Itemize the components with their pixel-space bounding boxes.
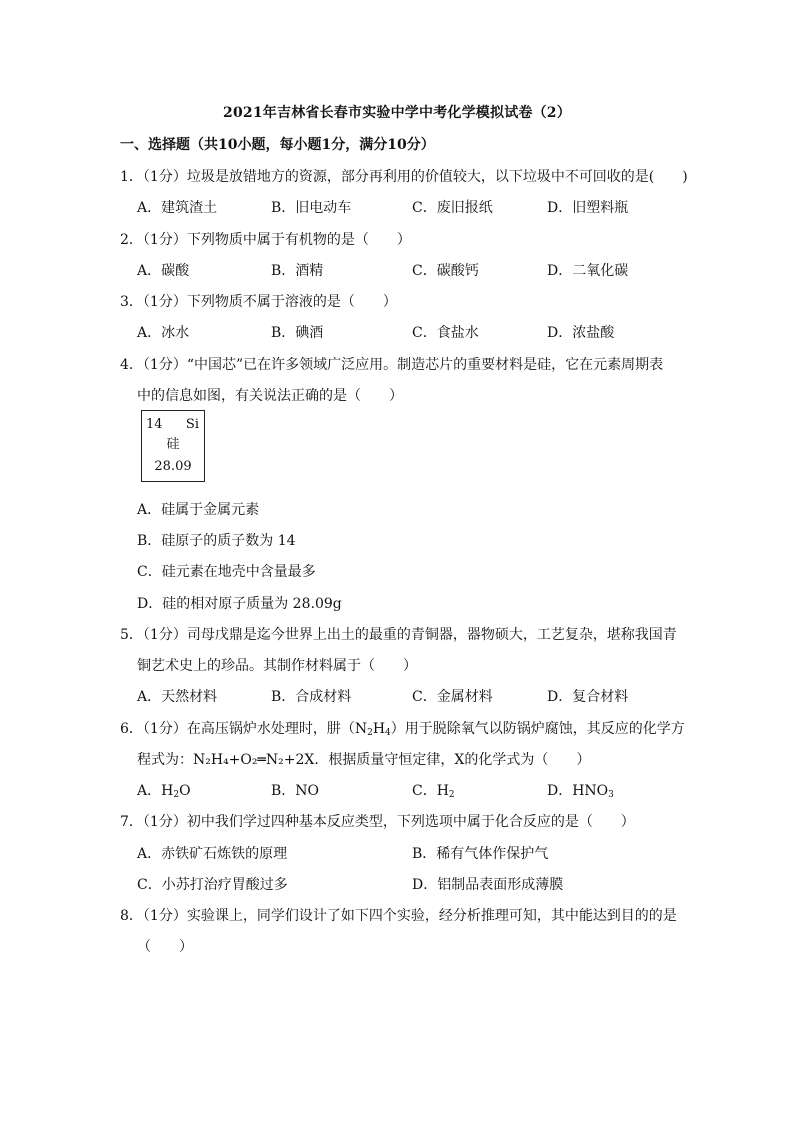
q6-option-c xyxy=(412,780,455,800)
q3-option-c: C．食盐水 xyxy=(412,325,479,341)
q7-option-c: C．小苏打治疗胃酸过多 xyxy=(137,877,288,893)
q6-option-d xyxy=(547,780,614,800)
q6-a-subscript: 2 xyxy=(173,790,180,800)
q6-a-text: O xyxy=(179,783,191,799)
q7-option-d: D．铝制品表面形成薄膜 xyxy=(412,877,564,893)
q7-option-a: A．赤铁矿石炼铁的原理 xyxy=(137,846,288,862)
section-heading: 一、选择题（共10小题，每小题1分，满分10分） xyxy=(120,137,435,153)
q6-option-a xyxy=(137,780,191,800)
question-2: 2．（1分）下列物质中属于有机物的是（ ） xyxy=(120,232,411,248)
q6-text-part: ）用于脱除氧气以防锅炉腐蚀，其反应的化学方 xyxy=(390,721,685,737)
q4-option-a: A．硅属于金属元素 xyxy=(137,502,260,518)
q6-text-part: 6．（1分）在高压锅炉水处理时，肼（N xyxy=(120,721,368,737)
q6-option-b: B．NO xyxy=(271,783,320,799)
q1-option-b: B．旧电动车 xyxy=(271,200,352,216)
q5-option-d: D．复合材料 xyxy=(547,689,629,705)
element-symbol: Si xyxy=(185,417,199,432)
q6-c-text: C．H xyxy=(412,783,449,799)
question-6-line-1 xyxy=(120,718,685,738)
q1-option-d: D．旧塑料瓶 xyxy=(547,200,629,216)
q4-option-b: B．硅原子的质子数为 14 xyxy=(137,533,296,549)
question-8-line-2: （ ） xyxy=(137,939,193,955)
q4-option-d: D．硅的相对原子质量为 28.09g xyxy=(137,596,342,612)
q2-option-a: A．碳酸 xyxy=(137,263,190,279)
periodic-table-cell xyxy=(141,410,205,482)
question-8-line-1: 8．（1分）实验课上，同学们设计了如下四个实验，经分析推理可知，其中能达到目的的是 xyxy=(120,908,677,924)
q6-a-text: A．H xyxy=(137,783,174,799)
q5-option-a: A．天然材料 xyxy=(137,689,218,705)
atomic-mass: 28.09 xyxy=(154,459,192,474)
q5-option-b: B．合成材料 xyxy=(271,689,352,705)
exam-title: 2021年吉林省长春市实验中学中考化学模拟试卷（2） xyxy=(223,105,571,121)
q2-option-c: C．碳酸钙 xyxy=(412,263,479,279)
q3-option-a: A．冰水 xyxy=(137,325,190,341)
q6-d-subscript: 3 xyxy=(608,790,614,800)
question-7: 7．（1分）初中我们学过四种基本反应类型，下列选项中属于化合反应的是（ ） xyxy=(120,814,635,830)
q6-subscript: 4 xyxy=(385,728,391,738)
q3-option-b: B．碘酒 xyxy=(271,325,324,341)
q2-option-b: B．酒精 xyxy=(271,263,324,279)
question-4-line-2: 中的信息如图，有关说法正确的是（ ） xyxy=(137,388,403,404)
question-6-equation: 程式为：N₂H₄+O₂═N₂+2X．根据质量守恒定律，X的化学式为（ ） xyxy=(137,752,591,768)
q1-option-c: C．废旧报纸 xyxy=(412,200,493,216)
q6-text-part: H xyxy=(372,721,386,737)
q1-option-a: A．建筑渣土 xyxy=(137,200,218,216)
question-3: 3．（1分）下列物质不属于溶液的是（ ） xyxy=(120,294,397,310)
q3-option-d: D．浓盐酸 xyxy=(547,325,615,341)
q7-option-b: B．稀有气体作保护气 xyxy=(412,846,549,862)
question-5-line-2: 铜艺术史上的珍品。其制作材料属于（ ） xyxy=(137,658,417,674)
q6-d-text: D．HNO xyxy=(547,783,609,799)
q4-option-c: C．硅元素在地壳中含量最多 xyxy=(137,564,316,580)
element-name: 硅 xyxy=(166,437,180,452)
q6-c-subscript: 2 xyxy=(448,790,455,800)
atomic-number: 14 xyxy=(146,417,163,432)
q2-option-d: D．二氧化碳 xyxy=(547,263,629,279)
question-4-line-1: 4．（1分）“中国芯”已在许多领域广泛应用。制造芯片的重要材料是硅，它在元素周期表 xyxy=(120,357,664,373)
q5-option-c: C．金属材料 xyxy=(412,689,493,705)
question-5-line-1: 5．（1分）司母戊鼎是迄今世界上出土的最重的青铜器，器物硕大，工艺复杂，堪称我国青 xyxy=(120,627,677,643)
question-1: 1．（1分）垃圾是放错地方的资源，部分再利用的价值较大，以下垃圾中不可回收的是( ) xyxy=(120,169,688,185)
q6-subscript: 2 xyxy=(367,728,373,738)
